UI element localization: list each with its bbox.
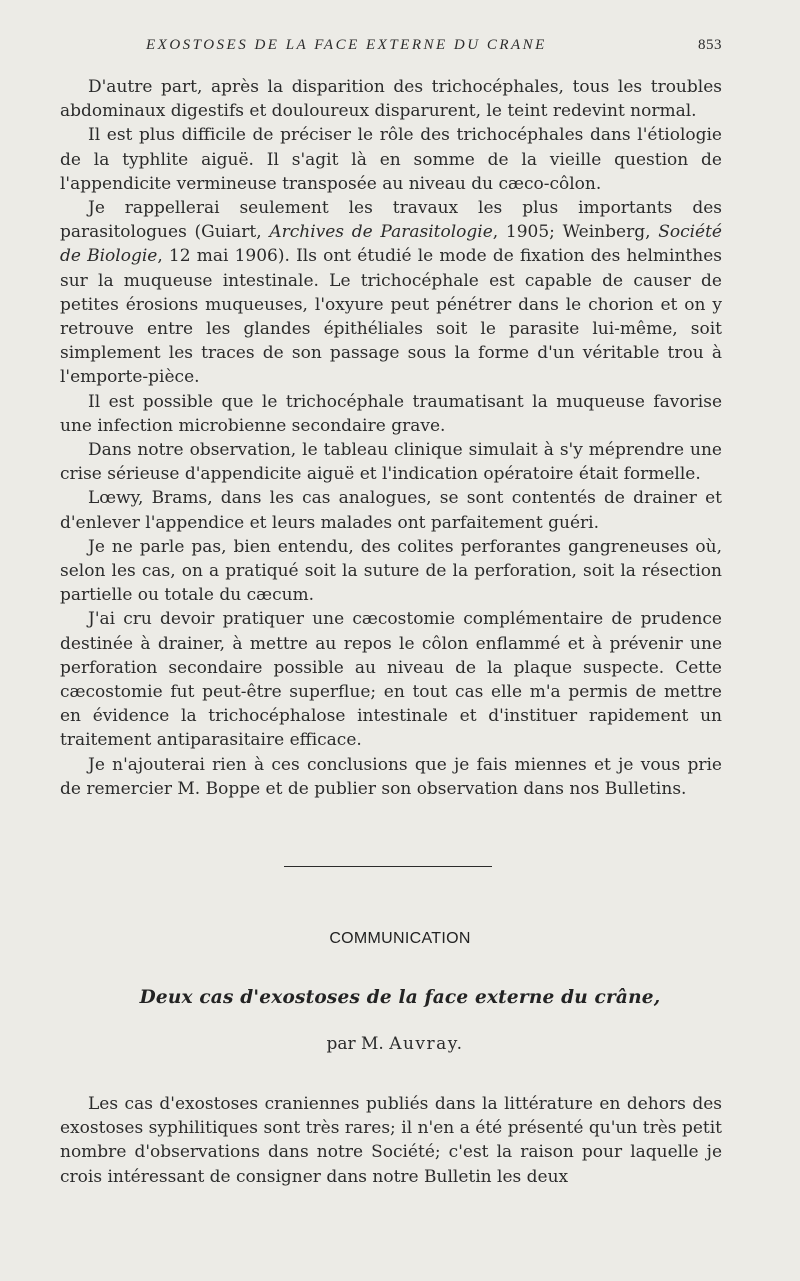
body-text	[60, 75, 722, 801]
paragraph: J'ai cru devoir pratiquer une cæcostomie complémentaire de prudence destinée à drainer, à mettre au repos le côlon enflammé et à prévenir une perforation secondaire possible au niveau de la plaque suspecte. Cette cæcostomie fut peut-être superflue; en tout cas elle m'a permis de mettre en évidence la trichocéphalose intestinale et d'instituer rapidement un traitement antiparasitaire efficace.	[60, 609, 722, 751]
paragraph: Il est possible que le trichocéphale traumatisant la muqueuse favorise une infection microbienne secondaire grave.	[60, 391, 722, 436]
paragraph: Je n'ajouterai rien à ces conclusions que je fais miennes et je vous prie de remercier M. Boppe et de publier son observation dans nos Bulletins.	[60, 754, 722, 799]
page-number: 853	[698, 37, 722, 53]
paragraph: Lœwy, Brams, dans les cas analogues, se sont contentés de drainer et d'enlever l'appendice et leurs malades ont parfaitement guéri.	[60, 488, 722, 533]
text-segment: , 12 mai 1906). Ils ont étudié le mode de fixation des helminthes sur la muqueuse intestinale. Le trichocéphale est capable de causer de petites érosions muqueuses, l'oxyure peut pénétrer dans le chorion et on y retrouve entre les glandes épithéliales soit le parasite lui-même, soit simplement les traces de son passage sous la forme d'un véritable trou à l'emporte-pièce.	[60, 246, 722, 388]
author-name: Auvray.	[389, 1034, 464, 1054]
paragraph-with-citations	[60, 196, 722, 390]
journal-title-citation: Archives de Parasitologie	[269, 222, 493, 243]
journal-title-citation: Société de Biologie	[60, 222, 722, 267]
article-body	[60, 1092, 722, 1189]
paragraph: Il est plus difficile de préciser le rôle des trichocéphales dans l'étiologie de la typhlite aiguë. Il s'agit là en somme de la vieille question de l'appendicite vermineuse transposée au niveau du cæco-côlon.	[60, 125, 722, 194]
paragraph: Dans notre observation, le tableau clinique simulait à s'y méprendre une crise sérieuse d'appendicite aiguë et l'indication opératoire était formelle.	[60, 440, 722, 485]
paragraph: Les cas d'exostoses craniennes publiés dans la littérature en dehors des exostoses syphilitiques sont très rares; il n'en a été présenté qu'un très petit nombre d'observations dans notre Société; c'est la raison pour laquelle je crois intéressant de consigner dans notre Bulletin les deux	[60, 1094, 722, 1187]
section-heading: COMMUNICATION	[329, 930, 471, 947]
paragraph: Je ne parle pas, bien entendu, des colites perforantes gangreneuses où, selon les cas, on a pratiqué soit la suture de la perforation, soit la résection partielle ou totale du cæcum.	[60, 536, 722, 606]
text-segment: , 1905; Weinberg,	[492, 222, 659, 243]
author-line	[0, 1034, 790, 1054]
section-divider	[284, 866, 492, 867]
text-segment: Je rappellerai seulement les travaux les plus importants des parasitologues (Guiart,	[60, 198, 722, 243]
article-title: Deux cas d'exostoses de la face externe du crâne,	[139, 987, 661, 1008]
running-title: EXOSTOSES DE LA FACE EXTERNE DU CRANE	[146, 37, 547, 53]
author-prefix: par M.	[326, 1034, 384, 1054]
paragraph: D'autre part, après la disparition des trichocéphales, tous les troubles abdominaux digestifs et douloureux disparurent, le teint redevint normal.	[60, 77, 722, 122]
